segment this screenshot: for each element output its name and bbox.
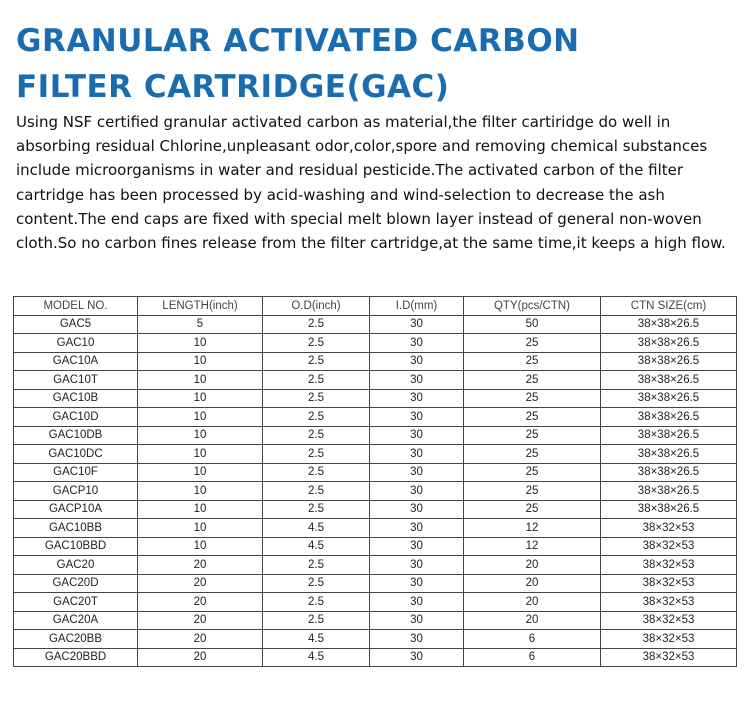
table-cell: 2.5: [263, 371, 370, 390]
table-cell: 30: [370, 519, 464, 538]
table-cell: 38×38×26.5: [601, 426, 737, 445]
table-cell: 2.5: [263, 408, 370, 427]
table-cell: 12: [464, 519, 601, 538]
table-row: [14, 445, 737, 464]
page-title: [16, 18, 736, 110]
table-cell: 38×38×26.5: [601, 500, 737, 519]
table-cell: 2.5: [263, 593, 370, 612]
table-cell: 30: [370, 445, 464, 464]
table-cell: 30: [370, 408, 464, 427]
table-cell: 38×38×26.5: [601, 371, 737, 390]
table-cell: 20: [464, 574, 601, 593]
table-row: [14, 593, 737, 612]
table-row: [14, 371, 737, 390]
table-row: [14, 556, 737, 575]
table-cell: GAC10F: [14, 463, 138, 482]
table-cell: 38×32×53: [601, 537, 737, 556]
table-cell: 30: [370, 574, 464, 593]
table-header-row: [14, 297, 737, 316]
table-cell: 12: [464, 537, 601, 556]
table-cell: 2.5: [263, 574, 370, 593]
table-row: [14, 537, 737, 556]
table-cell: 10: [138, 482, 263, 501]
table-cell: 2.5: [263, 315, 370, 334]
table-cell: 30: [370, 463, 464, 482]
table-cell: GACP10: [14, 482, 138, 501]
table-cell: 20: [138, 648, 263, 667]
column-header: O.D(inch): [263, 297, 370, 316]
table-row: [14, 463, 737, 482]
table-cell: 38×38×26.5: [601, 389, 737, 408]
table-cell: GAC20T: [14, 593, 138, 612]
table-cell: 2.5: [263, 611, 370, 630]
table-cell: 20: [464, 556, 601, 575]
table-row: [14, 482, 737, 501]
table-row: [14, 574, 737, 593]
table-cell: 38×32×53: [601, 630, 737, 649]
table-cell: 4.5: [263, 648, 370, 667]
table-cell: GAC20BB: [14, 630, 138, 649]
table-cell: 10: [138, 519, 263, 538]
table-cell: 30: [370, 315, 464, 334]
table-cell: 38×38×26.5: [601, 315, 737, 334]
table-cell: 38×32×53: [601, 556, 737, 575]
table-cell: GAC10T: [14, 371, 138, 390]
table-row: [14, 334, 737, 353]
table-cell: 38×38×26.5: [601, 463, 737, 482]
table-cell: 38×32×53: [601, 593, 737, 612]
table-cell: GAC10D: [14, 408, 138, 427]
table-cell: 25: [464, 445, 601, 464]
table-cell: 30: [370, 648, 464, 667]
table-cell: 38×32×53: [601, 611, 737, 630]
table-cell: 2.5: [263, 482, 370, 501]
table-cell: 4.5: [263, 537, 370, 556]
table-cell: 6: [464, 630, 601, 649]
table-cell: 2.5: [263, 426, 370, 445]
table-cell: 30: [370, 593, 464, 612]
title-line-2: FILTER CARTRIDGE(GAC): [16, 69, 450, 105]
table-cell: 50: [464, 315, 601, 334]
table-cell: 6: [464, 648, 601, 667]
table-cell: 25: [464, 426, 601, 445]
table-cell: 30: [370, 352, 464, 371]
table-cell: 20: [138, 556, 263, 575]
table-row: [14, 630, 737, 649]
table-cell: 38×38×26.5: [601, 408, 737, 427]
table-cell: 30: [370, 500, 464, 519]
table-cell: 38×38×26.5: [601, 445, 737, 464]
table-cell: 30: [370, 537, 464, 556]
table-cell: 10: [138, 463, 263, 482]
table-cell: 4.5: [263, 519, 370, 538]
table-cell: 10: [138, 352, 263, 371]
table-row: [14, 519, 737, 538]
table-cell: GAC20A: [14, 611, 138, 630]
table-cell: 38×38×26.5: [601, 334, 737, 353]
table-cell: 10: [138, 537, 263, 556]
table-cell: 30: [370, 426, 464, 445]
table-cell: 38×32×53: [601, 519, 737, 538]
table-cell: GAC10B: [14, 389, 138, 408]
table-cell: 30: [370, 611, 464, 630]
table-cell: 10: [138, 408, 263, 427]
table-cell: 2.5: [263, 334, 370, 353]
table-cell: 10: [138, 426, 263, 445]
table-cell: 10: [138, 389, 263, 408]
table-cell: GAC20BBD: [14, 648, 138, 667]
table-cell: 10: [138, 500, 263, 519]
column-header: CTN SIZE(cm): [601, 297, 737, 316]
table-cell: 38×32×53: [601, 648, 737, 667]
table-cell: 20: [138, 593, 263, 612]
title-line-1: GRANULAR ACTIVATED CARBON: [16, 23, 580, 59]
table-cell: 2.5: [263, 389, 370, 408]
table-row: [14, 500, 737, 519]
table-cell: 25: [464, 334, 601, 353]
table-cell: 25: [464, 389, 601, 408]
table-cell: 25: [464, 352, 601, 371]
table-cell: 30: [370, 371, 464, 390]
table-cell: GACP10A: [14, 500, 138, 519]
table-cell: 25: [464, 482, 601, 501]
table-cell: GAC10: [14, 334, 138, 353]
table-cell: GAC10DC: [14, 445, 138, 464]
table-cell: GAC10A: [14, 352, 138, 371]
table-row: [14, 426, 737, 445]
specifications-table: [13, 296, 737, 667]
table-cell: GAC10DB: [14, 426, 138, 445]
table-cell: 2.5: [263, 352, 370, 371]
table-cell: 2.5: [263, 445, 370, 464]
table-cell: 30: [370, 630, 464, 649]
column-header: I.D(mm): [370, 297, 464, 316]
column-header: LENGTH(inch): [138, 297, 263, 316]
table-cell: 10: [138, 334, 263, 353]
column-header: MODEL NO.: [14, 297, 138, 316]
table-cell: 30: [370, 482, 464, 501]
table-row: [14, 408, 737, 427]
table-cell: 38×38×26.5: [601, 482, 737, 501]
table-cell: 2.5: [263, 556, 370, 575]
table-cell: GAC10BBD: [14, 537, 138, 556]
table-cell: 25: [464, 371, 601, 390]
table-cell: GAC10BB: [14, 519, 138, 538]
table-cell: 30: [370, 389, 464, 408]
table-cell: 25: [464, 408, 601, 427]
table-cell: 20: [464, 593, 601, 612]
table-row: [14, 352, 737, 371]
table-row: [14, 315, 737, 334]
product-description: Using NSF certified granular activated carbon as material,the filter cartiridge do well in absorbing residual Chlorine,unpleasant odor,color,spore and removing chemical substances include microorganisms in water and residual pesticide.The activated carbon of the filter cartridge has been processed by acid-washing and wind-selection to decrease the ash content.The end caps are fixed with special melt blown layer instead of general non-woven cloth.So no carbon fines release from the filter cartridge,at the same time,it keeps a high flow.: [16, 113, 726, 253]
table-cell: 30: [370, 334, 464, 353]
table-cell: 4.5: [263, 630, 370, 649]
table-body: [14, 315, 737, 667]
table-cell: 2.5: [263, 463, 370, 482]
table-cell: 20: [138, 630, 263, 649]
table-cell: 20: [464, 611, 601, 630]
table-row: [14, 611, 737, 630]
table-cell: 5: [138, 315, 263, 334]
table-cell: 10: [138, 371, 263, 390]
table-cell: 10: [138, 445, 263, 464]
table-cell: 25: [464, 463, 601, 482]
table-cell: 38×38×26.5: [601, 352, 737, 371]
table-row: [14, 389, 737, 408]
table-cell: GAC20: [14, 556, 138, 575]
table-cell: 20: [138, 611, 263, 630]
table-cell: 20: [138, 574, 263, 593]
table-cell: 38×32×53: [601, 574, 737, 593]
column-header: QTY(pcs/CTN): [464, 297, 601, 316]
table-cell: 25: [464, 500, 601, 519]
table-cell: 30: [370, 556, 464, 575]
table-row: [14, 648, 737, 667]
table-cell: 2.5: [263, 500, 370, 519]
table-cell: GAC5: [14, 315, 138, 334]
table-cell: GAC20D: [14, 574, 138, 593]
